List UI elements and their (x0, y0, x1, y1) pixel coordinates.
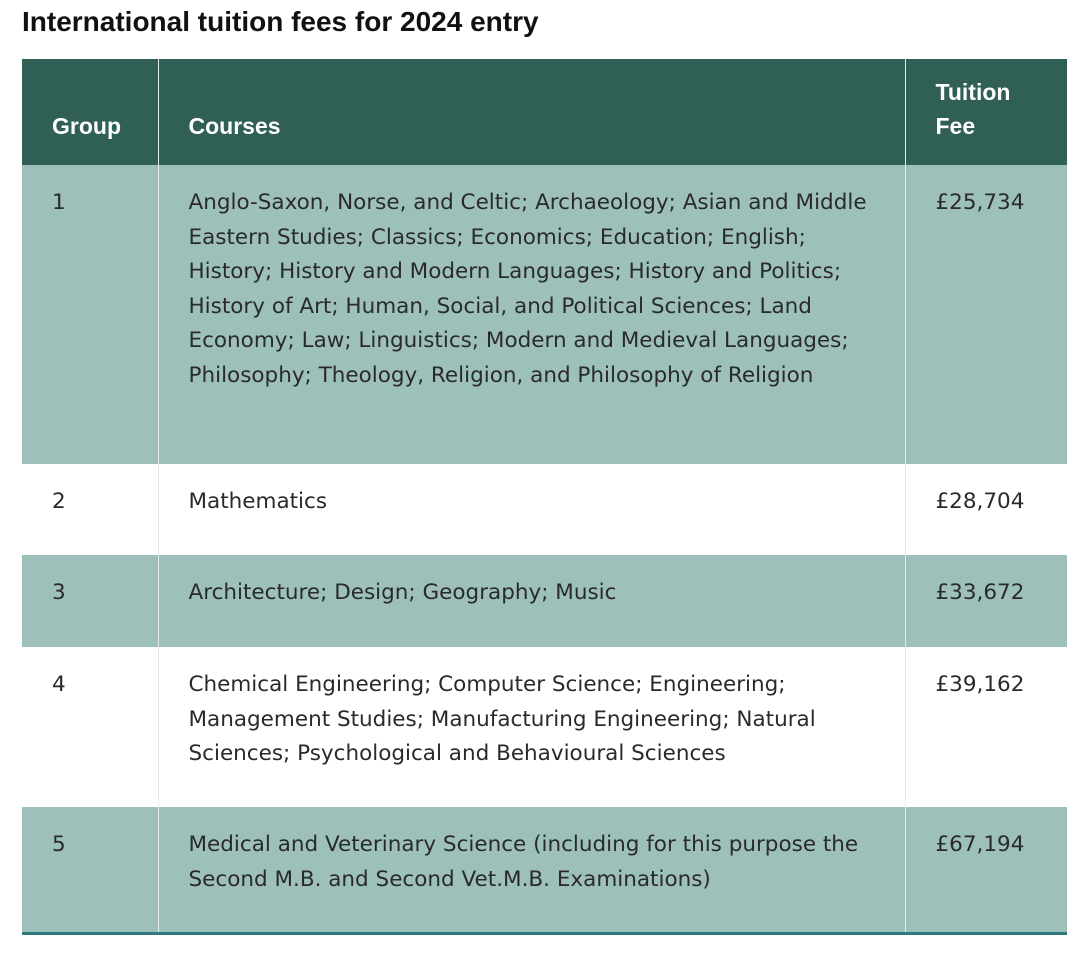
table-row (22, 464, 1067, 555)
tuition-fee: £28,704 (905, 464, 1067, 555)
column-header-fee-label: Tuition Fee (935, 79, 1011, 139)
table-row (22, 647, 1067, 807)
group-number: 5 (22, 807, 158, 933)
table-row (22, 165, 1067, 464)
group-number: 4 (22, 647, 158, 807)
courses-list: Architecture; Design; Geography; Music (158, 555, 905, 647)
tuition-fee: £39,162 (905, 647, 1067, 807)
courses-list: Medical and Veterinary Science (including for this purpose the Second M.B. and Second Vet.M.B. Examinations) (158, 807, 905, 933)
courses-list: Anglo-Saxon, Norse, and Celtic; Archaeology; Asian and Middle Eastern Studies; Classics; Economics; Education; English; History; History and Modern Languages; History and Politics; History of Art; Human, Social, and Political Sciences; Land Economy; Law; Linguistics; Modern and Medieval Languages; Philosophy; Theology, Religion, and Philosophy of Religion (158, 165, 905, 464)
tuition-fees-table (22, 59, 1067, 935)
table-header-row (22, 59, 1067, 165)
courses-list: Chemical Engineering; Computer Science; Engineering; Management Studies; Manufacturing Engineering; Natural Sciences; Psychological and Behavioural Sciences (158, 647, 905, 807)
tuition-fee: £33,672 (905, 555, 1067, 647)
group-number: 3 (22, 555, 158, 647)
group-number: 1 (22, 165, 158, 464)
column-header-courses: Courses (158, 59, 905, 165)
tuition-fee: £67,194 (905, 807, 1067, 933)
column-header-group: Group (22, 59, 158, 165)
table-row (22, 807, 1067, 933)
group-number: 2 (22, 464, 158, 555)
column-header-fee (905, 59, 1067, 165)
courses-list: Mathematics (158, 464, 905, 555)
table-row (22, 555, 1067, 647)
page-title: International tuition fees for 2024 entry (22, 6, 539, 37)
tuition-fee: £25,734 (905, 165, 1067, 464)
